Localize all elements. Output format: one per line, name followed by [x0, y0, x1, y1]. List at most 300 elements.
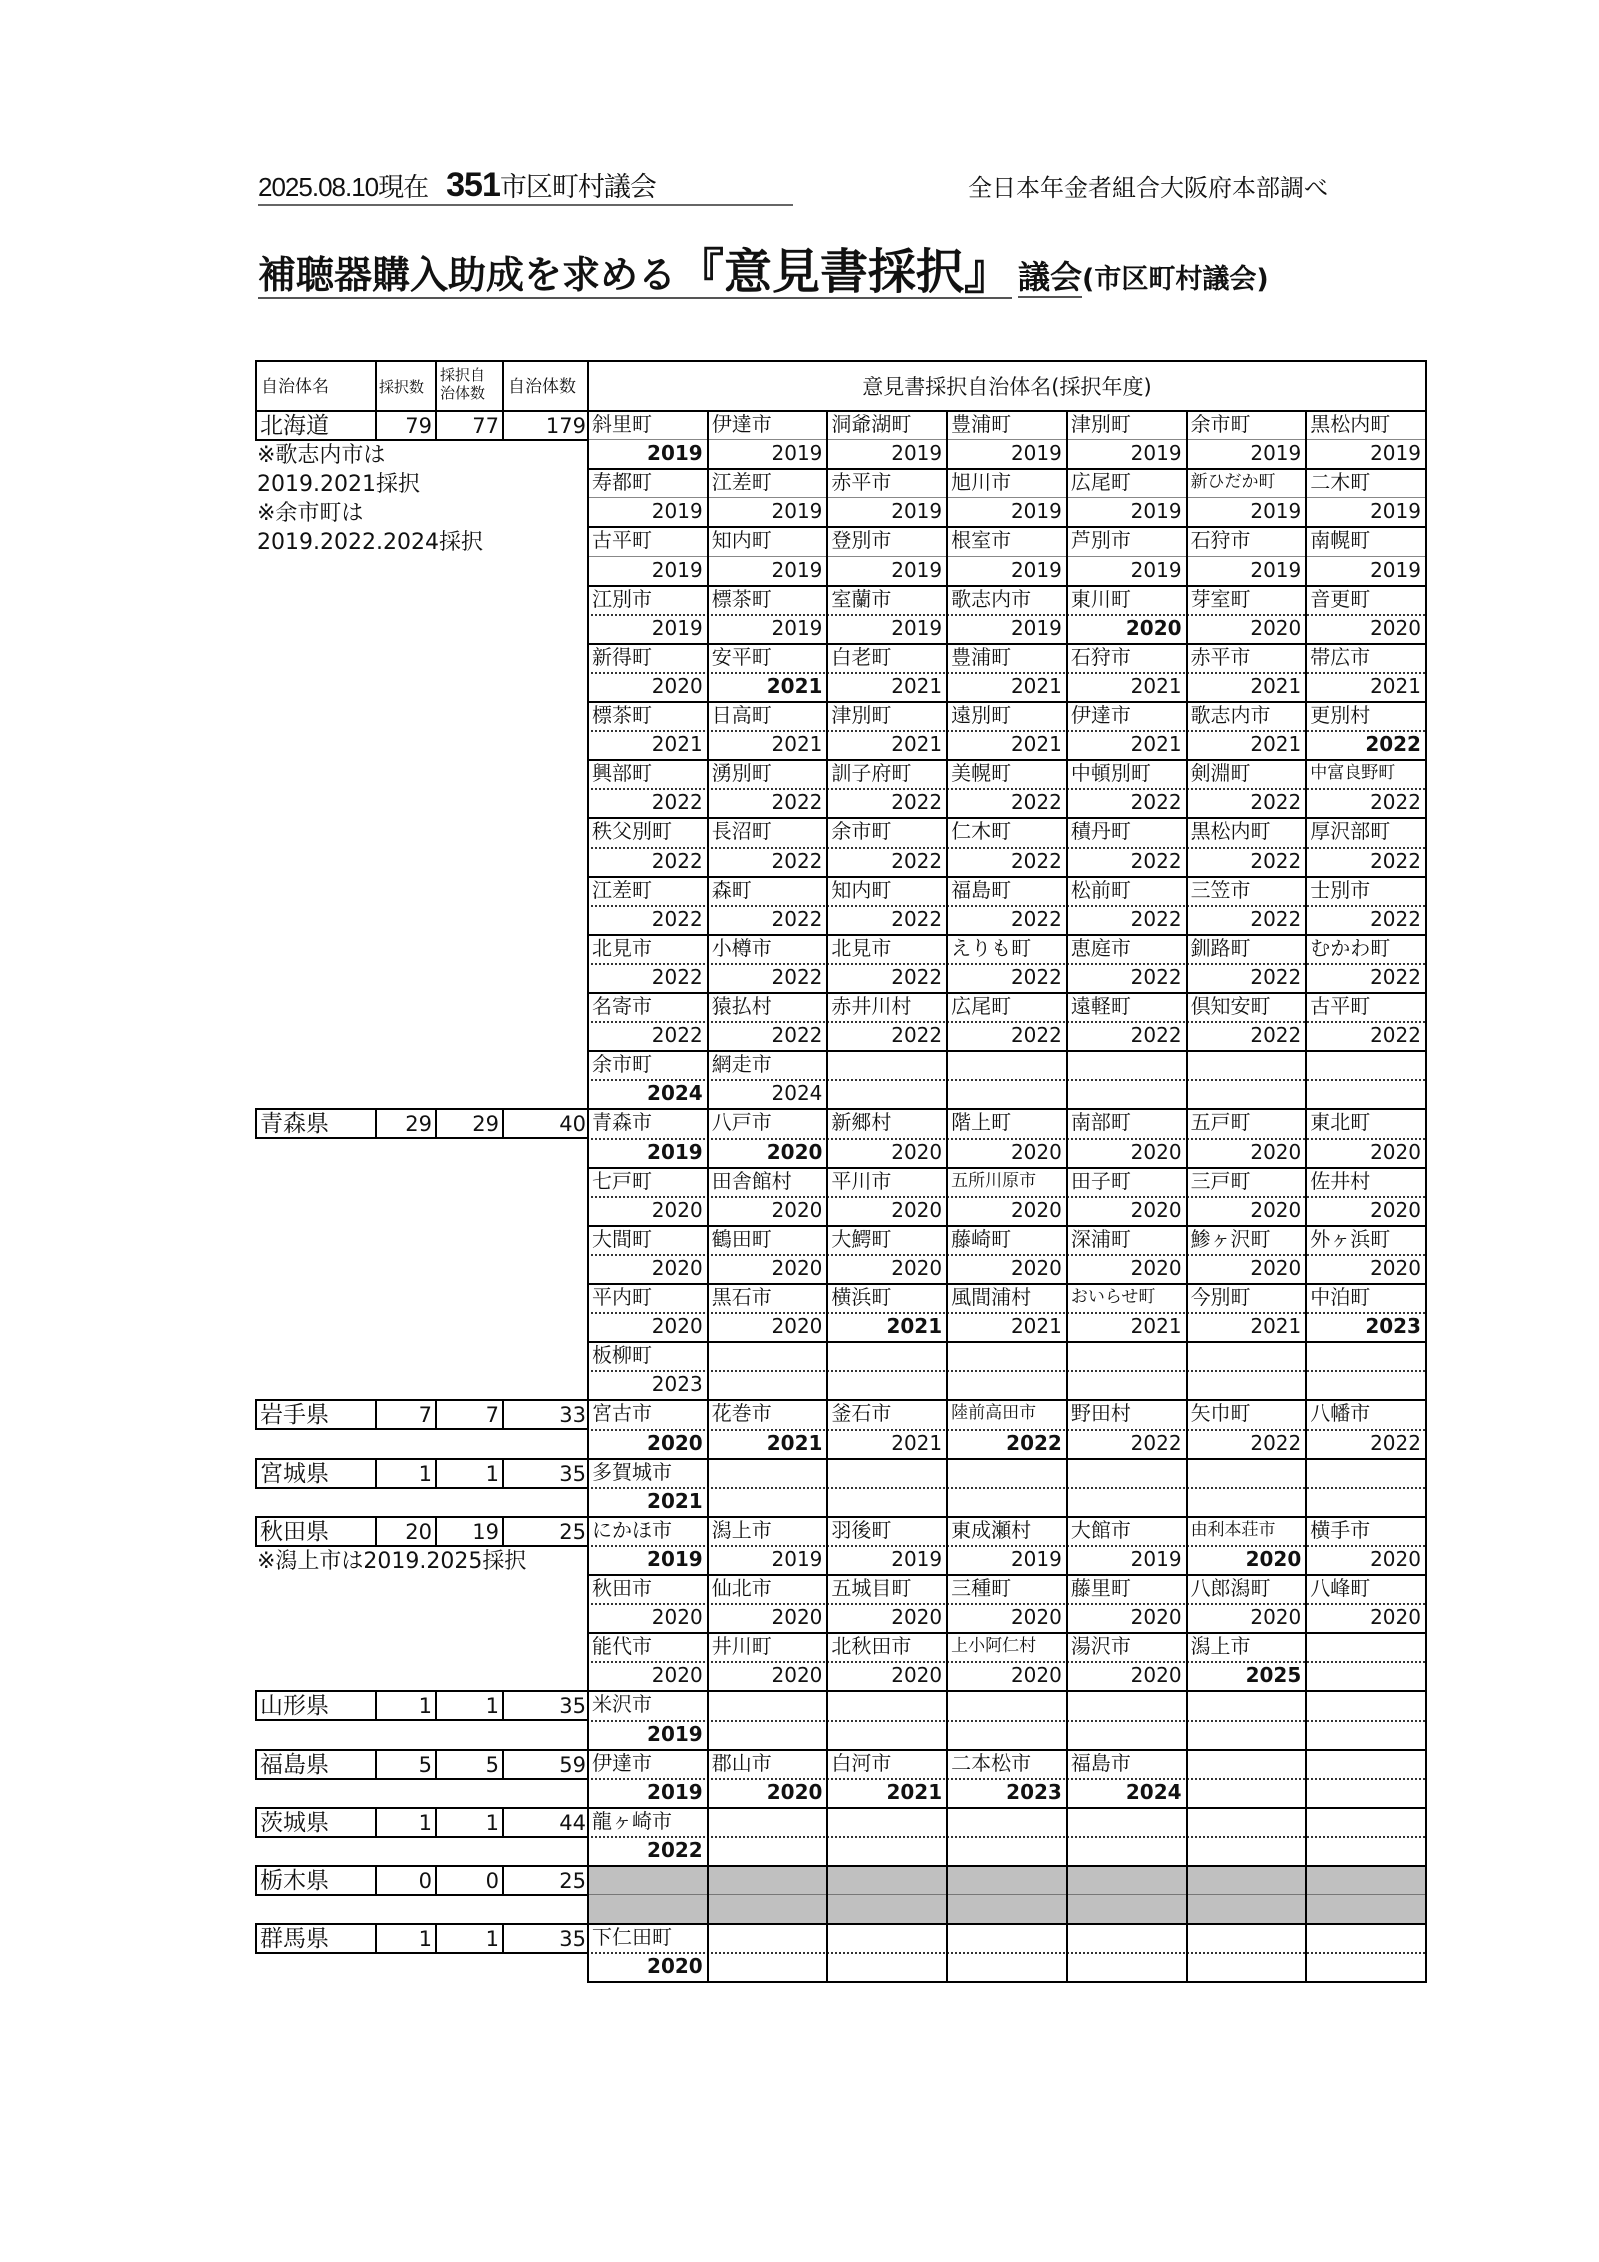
prefecture-adopted: 1	[375, 1923, 437, 1954]
adoption-year: 2022	[1250, 790, 1302, 815]
municipality-name: 風間浦村	[951, 1285, 1032, 1309]
adoption-year: 2019	[891, 557, 943, 582]
adoption-year: 2020	[1250, 615, 1302, 640]
municipality-name: 七戸町	[592, 1168, 652, 1193]
prefecture-name: 岩手県	[255, 1399, 377, 1430]
prefecture-total: 35	[502, 1690, 589, 1721]
adoption-year: 2020	[1370, 1197, 1421, 1222]
adoption-year: 2022	[1250, 848, 1302, 873]
adoption-year: 2019	[647, 1546, 703, 1571]
adoption-year: 2020	[1250, 1605, 1302, 1630]
adoption-year: 2019	[1250, 499, 1302, 524]
adoption-year: 2020	[1010, 1663, 1062, 1688]
adoption-year: 2019	[1130, 441, 1182, 466]
adoption-year: 2020	[771, 1605, 823, 1630]
municipality-name: 根室市	[951, 528, 1012, 553]
municipality-name: にかほ市	[592, 1517, 672, 1542]
adoption-year: 2021	[1370, 673, 1421, 698]
adoption-year: 2022	[1250, 1023, 1302, 1048]
prefecture-name: 宮城県	[255, 1458, 377, 1489]
adoption-year: 2019	[1010, 499, 1062, 524]
title-main-text: 補聴器購入助成を求める	[258, 253, 677, 297]
adoption-year: 2022	[651, 964, 703, 989]
municipality-name: 遠軽町	[1070, 994, 1131, 1018]
municipality-name: 洞爺湖町	[831, 412, 912, 436]
adoption-year: 2020	[651, 1605, 703, 1630]
adoption-year: 2023	[651, 1372, 703, 1397]
adoption-year: 2019	[647, 1779, 703, 1804]
municipality-name: おいらせ町	[1070, 1287, 1156, 1307]
municipality-name: 訓子府町	[831, 761, 912, 786]
municipality-name: 中泊町	[1310, 1285, 1371, 1309]
grid-line	[1305, 1865, 1307, 1923]
municipality-name: 古平町	[592, 528, 652, 553]
report-date-line	[258, 168, 793, 206]
municipality-name: 旭川市	[951, 470, 1012, 495]
municipality-name: 矢巾町	[1190, 1401, 1251, 1426]
municipality-name: 名寄市	[592, 994, 652, 1018]
grid-line	[587, 1981, 1427, 1983]
municipality-name: 新郷村	[831, 1110, 892, 1135]
municipality-name: 豊浦町	[951, 644, 1012, 669]
adoption-year: 2020	[1370, 1605, 1421, 1630]
municipality-name: えりも町	[951, 935, 1032, 960]
adoption-year: 2020	[1010, 1255, 1062, 1280]
adoption-year: 2021	[891, 673, 943, 698]
adoption-year: 2020	[1010, 1139, 1062, 1164]
grid-line	[587, 1923, 1427, 1925]
grid-line	[707, 1807, 709, 1865]
adoption-year: 2020	[891, 1197, 943, 1222]
adoption-year: 2022	[1130, 964, 1182, 989]
adoption-year: 2019	[1370, 557, 1421, 582]
adoption-year: 2019	[1130, 499, 1182, 524]
grid-line	[587, 1807, 1427, 1809]
adoption-year: 2022	[1370, 906, 1421, 931]
grid-line	[1425, 1865, 1427, 1923]
adoption-year: 2020	[771, 1197, 823, 1222]
adoption-year: 2020	[891, 1255, 943, 1280]
prefecture-adopted: 7	[375, 1399, 437, 1430]
municipality-name: 赤井川村	[831, 994, 912, 1018]
grid-line	[587, 1865, 589, 1923]
grid-line	[1186, 1807, 1188, 1865]
municipality-name: 積丹町	[1070, 819, 1131, 844]
adoption-year: 2022	[891, 964, 943, 989]
grid-line	[587, 1952, 1425, 1954]
grid-line	[1186, 1749, 1188, 1807]
adoption-year: 2020	[1125, 615, 1182, 640]
source-note: 全日本年金者組合大阪府本部調べ	[968, 174, 1328, 202]
adoption-year: 2022	[1250, 906, 1302, 931]
grid-line	[946, 1690, 948, 1748]
municipality-name: 美幌町	[951, 761, 1012, 786]
adoption-year: 2020	[1010, 1605, 1062, 1630]
adoption-year: 2024	[1125, 1779, 1182, 1804]
grid-line	[707, 1923, 709, 1981]
adoption-year: 2019	[1370, 499, 1421, 524]
municipality-name: 広尾町	[951, 994, 1012, 1018]
adoption-year: 2019	[771, 1546, 823, 1571]
municipality-name: 三戸町	[1190, 1168, 1251, 1193]
adoption-year: 2022	[651, 790, 703, 815]
municipality-name: 津別町	[831, 703, 892, 727]
municipality-name: 秋田市	[592, 1576, 652, 1600]
prefecture-total: 33	[502, 1399, 589, 1430]
adoption-year: 2020	[1250, 1255, 1302, 1280]
adoption-year: 2019	[1010, 615, 1062, 640]
municipality-name: 士別市	[1310, 877, 1371, 902]
adoption-year: 2021	[771, 732, 823, 757]
grid-line	[587, 1865, 1427, 1867]
municipality-name: 黒松内町	[1190, 819, 1271, 844]
municipality-name: 東北町	[1310, 1110, 1371, 1135]
adoption-year: 2020	[647, 1954, 703, 1979]
prefecture-adopted: 29	[375, 1108, 437, 1139]
header-adopted: 採択数	[375, 360, 437, 412]
grid-line	[946, 1923, 948, 1981]
adoption-year: 2021	[891, 732, 943, 757]
adoption-year: 2019	[651, 615, 703, 640]
adoption-year: 2020	[1130, 1139, 1182, 1164]
municipality-name: 石狩市	[1190, 528, 1251, 553]
header-name: 自治体名	[255, 360, 377, 412]
municipality-name: 階上町	[951, 1110, 1012, 1135]
adoption-year: 2020	[651, 1197, 703, 1222]
prefecture-name: 栃木県	[255, 1865, 377, 1896]
prefecture-adopted: 1	[375, 1690, 437, 1721]
adoption-year: 2022	[891, 1023, 943, 1048]
grid-line	[946, 1807, 948, 1865]
municipality-name: 森町	[711, 877, 752, 902]
municipality-name: 八戸市	[711, 1110, 772, 1135]
municipality-name: 八幡市	[1310, 1401, 1371, 1426]
prefecture-name: 北海道	[255, 410, 377, 441]
adoption-year: 2019	[771, 499, 823, 524]
municipality-name: 郡山市	[711, 1750, 772, 1775]
municipality-name: 田舎館村	[711, 1168, 792, 1193]
prefecture-name: 茨城県	[255, 1807, 377, 1838]
adoption-year: 2019	[771, 615, 823, 640]
municipality-name: 恵庭市	[1070, 935, 1131, 960]
prefecture-adopted-munis: 1	[435, 1458, 504, 1489]
grid-line	[1066, 1690, 1068, 1748]
grid-line	[587, 1690, 1427, 1692]
grid-line	[826, 1923, 828, 1981]
prefecture-note: ※余市町は	[257, 501, 364, 527]
municipality-name: 余市町	[1190, 412, 1251, 436]
adoption-year: 2022	[1010, 906, 1062, 931]
grid-line	[1066, 1807, 1068, 1865]
municipality-name: 陸前高田市	[951, 1403, 1037, 1424]
municipality-name: 横手市	[1310, 1517, 1371, 1542]
municipality-name: 赤平市	[1190, 644, 1251, 669]
grid-line	[946, 1458, 948, 1516]
header-adopted-munis	[435, 360, 504, 412]
municipality-name: 江差町	[592, 877, 652, 902]
adoption-year: 2020	[771, 1314, 823, 1339]
adoption-year: 2021	[766, 673, 823, 698]
adoption-year: 2022	[771, 848, 823, 873]
adoption-year: 2019	[1130, 1546, 1182, 1571]
grid-line	[1425, 1458, 1427, 1516]
municipality-name: 湧別町	[711, 761, 772, 786]
adoption-year: 2019	[647, 1139, 703, 1164]
municipality-name: 日高町	[711, 703, 772, 727]
adoption-year: 2019	[651, 557, 703, 582]
adoption-year: 2019	[891, 499, 943, 524]
prefecture-note: 2019.2022.2024採択	[257, 530, 483, 556]
municipality-name: 黒松内町	[1310, 412, 1391, 436]
adoption-year: 2022	[647, 1837, 703, 1862]
adoption-year: 2020	[1370, 1255, 1421, 1280]
adoption-year: 2021	[891, 1430, 943, 1455]
municipality-name: 米沢市	[592, 1692, 652, 1717]
municipality-name: 古平町	[1310, 994, 1371, 1018]
municipality-name: 倶知安町	[1190, 994, 1271, 1018]
adoption-year: 2020	[1250, 1139, 1302, 1164]
municipality-name: むかわ町	[1310, 935, 1391, 960]
adoption-year: 2022	[1130, 906, 1182, 931]
municipality-name: 東成瀬村	[951, 1517, 1032, 1542]
adoption-year: 2020	[1370, 1546, 1421, 1571]
grid-line	[826, 1865, 828, 1923]
adoption-year: 2020	[1250, 1197, 1302, 1222]
adoption-year: 2020	[771, 1255, 823, 1280]
adoption-year: 2020	[651, 1255, 703, 1280]
grid-line	[1425, 1516, 1427, 1691]
municipality-name: 大館市	[1070, 1517, 1131, 1542]
adoption-year: 2019	[891, 1546, 943, 1571]
prefecture-adopted-munis: 29	[435, 1108, 504, 1139]
municipality-name: 芦別市	[1070, 528, 1131, 553]
municipality-name: 伊達市	[592, 1750, 652, 1775]
adoption-year: 2021	[647, 1488, 703, 1513]
adoption-year: 2024	[771, 1081, 823, 1106]
prefecture-adopted: 0	[375, 1865, 437, 1896]
council-count-unit: 市区町村議会	[499, 172, 656, 202]
adoption-year: 2020	[1370, 615, 1421, 640]
prefecture-adopted-munis: 1	[435, 1690, 504, 1721]
municipality-name: 厚沢部町	[1310, 819, 1391, 844]
grid-line	[1305, 1923, 1307, 1981]
adoption-year: 2019	[1010, 1546, 1062, 1571]
municipality-name: 三笠市	[1190, 877, 1251, 902]
municipality-name: 福島町	[951, 877, 1012, 902]
prefecture-adopted-munis: 7	[435, 1399, 504, 1430]
municipality-name: 能代市	[592, 1634, 652, 1659]
municipality-name: 東川町	[1070, 586, 1131, 611]
adoption-year: 2022	[771, 964, 823, 989]
adoption-year: 2020	[1370, 1139, 1421, 1164]
municipality-name: 鯵ヶ沢町	[1190, 1226, 1271, 1251]
adoption-year: 2021	[766, 1430, 823, 1455]
grid-line	[826, 1807, 828, 1865]
adoption-year: 2022	[1006, 1430, 1062, 1455]
municipality-name: 剣淵町	[1190, 761, 1251, 786]
adoption-year: 2019	[891, 441, 943, 466]
adoption-year: 2019	[647, 441, 703, 466]
grid-line	[587, 1487, 1425, 1489]
grid-line	[1425, 1690, 1427, 1748]
prefecture-total: 44	[502, 1807, 589, 1838]
municipality-name: 鶴田町	[711, 1226, 772, 1251]
grid-line	[1186, 1923, 1188, 1981]
municipality-name: 斜里町	[592, 412, 652, 436]
adoption-year: 2022	[771, 1023, 823, 1048]
adoption-year: 2019	[771, 441, 823, 466]
prefecture-adopted-munis: 19	[435, 1516, 504, 1547]
prefecture-adopted-munis: 1	[435, 1923, 504, 1954]
prefecture-adopted-munis: 5	[435, 1749, 504, 1780]
municipality-name: 北秋田市	[831, 1634, 912, 1659]
adoption-year: 2022	[651, 906, 703, 931]
prefecture-note: ※潟上市は2019.2025採択	[257, 1548, 527, 1574]
adoption-year: 2022	[891, 790, 943, 815]
header-adopted-munis-line1: 採択自	[440, 366, 486, 384]
adoption-year: 2022	[651, 1023, 703, 1048]
municipality-name: 芽室町	[1190, 586, 1251, 611]
adoption-year: 2021	[1010, 732, 1062, 757]
adoption-year: 2021	[1130, 732, 1182, 757]
adoption-year: 2022	[1370, 1023, 1421, 1048]
adoption-year: 2022	[1365, 732, 1421, 757]
adoption-year: 2019	[647, 1721, 703, 1746]
adoption-year: 2020	[771, 1663, 823, 1688]
adoption-year: 2020	[891, 1605, 943, 1630]
grid-line	[1305, 1807, 1307, 1865]
municipality-name: 田子町	[1070, 1168, 1131, 1193]
adoption-year: 2021	[886, 1314, 943, 1339]
municipality-name: 北見市	[592, 935, 652, 960]
adoption-year: 2020	[1245, 1546, 1302, 1571]
municipality-name: 中頓別町	[1070, 761, 1151, 786]
prefecture-adopted: 79	[375, 410, 437, 441]
grid-line	[587, 1836, 1425, 1838]
grid-line	[707, 1458, 709, 1516]
grid-line	[1186, 1458, 1188, 1516]
grid-line	[946, 1865, 948, 1923]
municipality-name: 横浜町	[831, 1285, 892, 1309]
prefecture-name: 青森県	[255, 1108, 377, 1139]
municipality-name: 伊達市	[711, 412, 772, 436]
adoption-year: 2020	[766, 1779, 823, 1804]
municipality-name: 寿都町	[592, 470, 652, 495]
prefecture-adopted-munis: 77	[435, 410, 504, 441]
municipality-name: 五戸町	[1190, 1110, 1251, 1135]
municipality-name: 秩父別町	[592, 819, 672, 844]
municipality-name: 野田村	[1070, 1401, 1131, 1426]
adoption-year: 2021	[1130, 673, 1182, 698]
grid-line	[1305, 1749, 1307, 1807]
municipality-name: 知内町	[711, 528, 772, 553]
prefecture-name: 秋田県	[255, 1516, 377, 1547]
grid-line	[1066, 1923, 1068, 1981]
municipality-name: 網走市	[711, 1052, 772, 1077]
municipality-name: 赤平市	[831, 470, 892, 495]
municipality-name: 新得町	[592, 644, 652, 669]
municipality-name: 室蘭市	[831, 586, 892, 611]
header-list: 意見書採択自治体名(採択年度)	[587, 360, 1427, 412]
grid-line	[707, 1865, 709, 1923]
adoption-year: 2022	[771, 906, 823, 931]
adoption-year: 2022	[1370, 848, 1421, 873]
adoption-year: 2019	[1370, 441, 1421, 466]
prefecture-total: 59	[502, 1749, 589, 1780]
municipality-name: 知内町	[831, 877, 892, 902]
grid-line	[1305, 1458, 1307, 1516]
adoption-year: 2022	[1370, 790, 1421, 815]
adoption-year: 2021	[1010, 1314, 1062, 1339]
municipality-name: 余市町	[592, 1052, 652, 1077]
municipality-name: 釧路町	[1190, 935, 1251, 960]
municipality-name: 登別市	[831, 528, 892, 553]
title-sub: 議会	[1018, 258, 1083, 296]
prefecture-total: 35	[502, 1458, 589, 1489]
grid-line	[1425, 1923, 1427, 1981]
adoption-year: 2020	[891, 1139, 943, 1164]
municipality-name: 平川市	[831, 1168, 892, 1193]
grid-line	[1186, 1690, 1188, 1748]
municipality-name: 宮古市	[592, 1401, 652, 1426]
adoption-year: 2022	[771, 790, 823, 815]
adoption-year: 2022	[1010, 964, 1062, 989]
prefecture-name: 福島県	[255, 1749, 377, 1780]
municipality-name: 北見市	[831, 935, 892, 960]
adoption-year: 2022	[891, 848, 943, 873]
prefecture-adopted: 20	[375, 1516, 437, 1547]
prefecture-name: 山形県	[255, 1690, 377, 1721]
prefecture-note: 2019.2021採択	[257, 472, 420, 498]
municipality-name: 井川町	[711, 1634, 772, 1659]
municipality-name: 江差町	[711, 470, 772, 495]
prefecture-adopted: 1	[375, 1458, 437, 1489]
municipality-name: 遠別町	[951, 703, 1012, 727]
municipality-name: 帯広市	[1310, 644, 1371, 669]
title-main	[258, 244, 1013, 300]
municipality-name: 三種町	[951, 1576, 1012, 1600]
municipality-name: 興部町	[592, 761, 652, 786]
adoption-year: 2020	[647, 1430, 703, 1455]
adoption-year: 2025	[1245, 1663, 1302, 1688]
municipality-name: 藤崎町	[951, 1226, 1012, 1251]
adoption-year: 2022	[1010, 790, 1062, 815]
adoption-year: 2022	[1130, 1430, 1182, 1455]
adoption-year: 2020	[1130, 1197, 1182, 1222]
municipality-name: 青森市	[592, 1110, 652, 1135]
prefecture-adopted-munis: 0	[435, 1865, 504, 1896]
municipality-name: 潟上市	[711, 1517, 772, 1542]
municipality-name: 由利本荘市	[1190, 1519, 1276, 1540]
municipality-name: 白老町	[831, 644, 892, 669]
municipality-name: 上小阿仁村	[951, 1636, 1037, 1657]
adoption-year: 2022	[1010, 848, 1062, 873]
adoption-year: 2022	[1370, 964, 1421, 989]
prefecture-name: 群馬県	[255, 1923, 377, 1954]
grid-line	[1425, 1749, 1427, 1807]
adoption-year: 2022	[1130, 848, 1182, 873]
municipality-name: 仁木町	[951, 819, 1012, 844]
adoption-year: 2020	[1130, 1605, 1182, 1630]
adoption-year: 2020	[891, 1663, 943, 1688]
municipality-name: 更別村	[1310, 703, 1371, 727]
municipality-name: 小樽市	[711, 935, 772, 960]
title-sub-paren: (市区町村議会)	[1082, 264, 1269, 295]
municipality-name: 大鰐町	[831, 1226, 892, 1251]
municipality-name: 長沼町	[711, 819, 772, 844]
adoption-year: 2023	[1006, 1779, 1062, 1804]
grid-line	[1425, 1399, 1427, 1457]
